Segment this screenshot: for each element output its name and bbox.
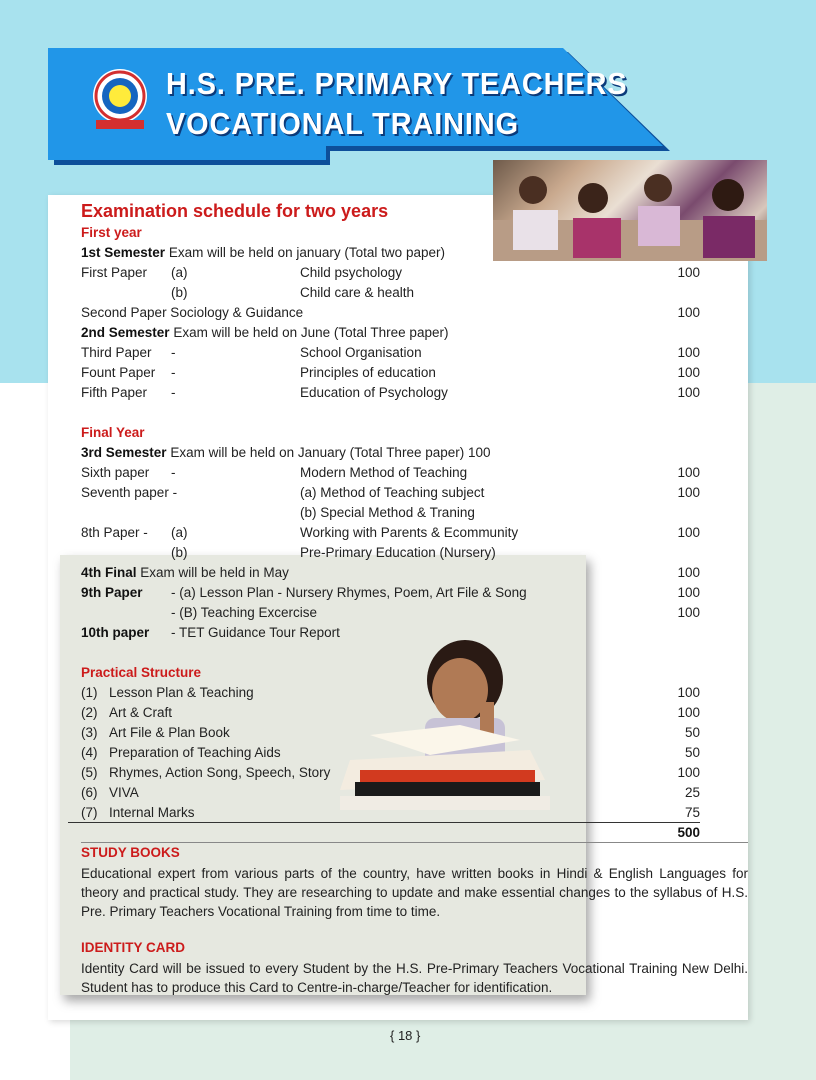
sixth-paper-dash: - — [171, 465, 176, 480]
fifth-paper-dash: - — [171, 385, 176, 400]
practical-marks-7: 75 — [684, 805, 700, 820]
third-paper-marks: 100 — [677, 345, 700, 360]
first-paper-marks: 100 — [677, 265, 700, 280]
identity-card-text: Identity Card will be issued to every Student by the H.S. Pre-Primary Teachers Vocational Training New Delhi. Student has to produce this Card to Centre-in-charge/Teacher for identification. — [81, 961, 748, 995]
eighth-paper-b: (b) — [171, 545, 188, 560]
practical-item-1: Lesson Plan & Teaching — [109, 685, 254, 700]
practical-no-1: (1) — [81, 685, 98, 700]
page-title-line1: H.S. PRE. PRIMARY TEACHERS — [166, 66, 628, 101]
fifth-paper-marks: 100 — [677, 385, 700, 400]
semester3-label: 3rd Semester — [81, 445, 167, 460]
ninth-paper-line-a: - (a) Lesson Plan - Nursery Rhymes, Poem, Art File & Song — [171, 585, 527, 600]
first-paper-a-subject: Child psychology — [300, 265, 403, 280]
practical-no-6: (6) — [81, 785, 98, 800]
semester3-text: Exam will be held on January (Total Three paper) 100 — [170, 445, 491, 460]
third-paper-subject: School Organisation — [300, 345, 422, 360]
practical-item-2: Art & Craft — [109, 705, 173, 720]
semester1-line — [81, 243, 445, 263]
practical-item-5: Rhymes, Action Song, Speech, Story — [109, 765, 331, 780]
practical-total: 500 — [677, 825, 700, 840]
semester1-label: 1st Semester — [81, 245, 166, 260]
practical-marks-6: 25 — [684, 785, 700, 800]
fourth-paper-subject: Principles of education — [300, 365, 436, 380]
semester1-text: Exam will be held on january (Total two paper) — [168, 245, 445, 260]
first-year-label: First year — [81, 225, 142, 240]
practical-structure-label: Practical Structure — [81, 665, 202, 680]
students-exam-photo — [493, 160, 767, 261]
tenth-paper-text: - TET Guidance Tour Report — [171, 625, 340, 640]
sixth-paper-name: Sixth paper — [81, 465, 150, 480]
practical-marks-1: 100 — [677, 685, 700, 700]
fourth-final-line — [81, 563, 289, 583]
first-paper-b-subject: Child care & health — [300, 285, 415, 300]
logo-seal-icon — [90, 68, 150, 130]
fifth-paper-name: Fifth Paper — [81, 385, 148, 400]
seventh-paper-name: Seventh paper - — [81, 485, 178, 500]
practical-marks-2: 100 — [677, 705, 700, 720]
ninth-paper-line-b: - (B) Teaching Excercise — [171, 605, 318, 620]
semester3-line — [81, 443, 491, 463]
seventh-paper-subject-b: (b) Special Method & Traning — [300, 505, 475, 520]
total-rule — [68, 822, 700, 823]
eighth-paper-marks: 100 — [677, 525, 700, 540]
final-year-label: Final Year — [81, 425, 145, 440]
sixth-paper-subject: Modern Method of Teaching — [300, 465, 468, 480]
practical-marks-3: 50 — [684, 725, 700, 740]
eighth-paper-b-subject: Pre-Primary Education (Nursery) — [300, 545, 496, 560]
practical-item-7: Internal Marks — [109, 805, 195, 820]
fifth-paper-subject: Education of Psychology — [300, 385, 448, 400]
fourth-final-label: 4th Final — [81, 565, 137, 580]
first-paper-a: (a) — [171, 265, 188, 280]
first-paper-name: First Paper — [81, 265, 148, 280]
practical-item-6: VIVA — [109, 785, 139, 800]
practical-no-4: (4) — [81, 745, 98, 760]
fourth-paper-dash: - — [171, 365, 176, 380]
first-paper-b: (b) — [171, 285, 188, 300]
seventh-paper-subject-a: (a) Method of Teaching subject — [300, 485, 485, 500]
practical-marks-5: 100 — [677, 765, 700, 780]
fourth-paper-marks: 100 — [677, 365, 700, 380]
title-banner — [48, 48, 678, 168]
section-divider — [81, 842, 748, 843]
third-paper-dash: - — [171, 345, 176, 360]
practical-item-3: Art File & Plan Book — [109, 725, 230, 740]
eighth-paper-a-subject: Working with Parents & Ecommunity — [300, 525, 519, 540]
page-title-line2: VOCATIONAL TRAINING — [166, 106, 519, 141]
sixth-paper-marks: 100 — [677, 465, 700, 480]
semester2-text: Exam will be held on June (Total Three paper) — [173, 325, 449, 340]
practical-no-3: (3) — [81, 725, 98, 740]
practical-no-7: (7) — [81, 805, 98, 820]
identity-card-heading: IDENTITY CARD — [81, 940, 186, 955]
schedule-heading: Examination schedule for two years — [81, 201, 389, 221]
fourth-paper-name: Fount Paper — [81, 365, 156, 380]
fourth-final-text: Exam will be held in May — [140, 565, 289, 580]
study-books-text: Educational expert from various parts of the country, have written books in Hindi & English Languages for theory and practical study. They are researching to update and make essential changes to the syllabus of H.S. Pre. Primary Teachers Vocational Training from time to time. — [81, 866, 748, 919]
ninth-paper-label: 9th Paper — [81, 585, 143, 600]
semester2-label: 2nd Semester — [81, 325, 170, 340]
student-with-books-photo — [330, 640, 555, 815]
practical-item-4: Preparation of Teaching Aids — [109, 745, 281, 760]
practical-no-5: (5) — [81, 765, 98, 780]
seventh-paper-marks: 100 — [677, 485, 700, 500]
second-paper: Second Paper Sociology & Guidance — [81, 305, 304, 320]
semester2-line — [81, 323, 448, 343]
practical-no-2: (2) — [81, 705, 98, 720]
ninth-paper-marks-a: 100 — [677, 585, 700, 600]
study-books-heading: STUDY BOOKS — [81, 845, 180, 860]
page-number: { 18 } — [390, 1028, 421, 1043]
third-paper-name: Third Paper — [81, 345, 152, 360]
fourth-final-marks: 100 — [677, 565, 700, 580]
eighth-paper-name: 8th Paper - — [81, 525, 148, 540]
ninth-paper-marks-b: 100 — [677, 605, 700, 620]
practical-marks-4: 50 — [684, 745, 700, 760]
tenth-paper-label: 10th paper — [81, 625, 150, 640]
second-paper-marks: 100 — [677, 305, 700, 320]
eighth-paper-a: (a) — [171, 525, 188, 540]
